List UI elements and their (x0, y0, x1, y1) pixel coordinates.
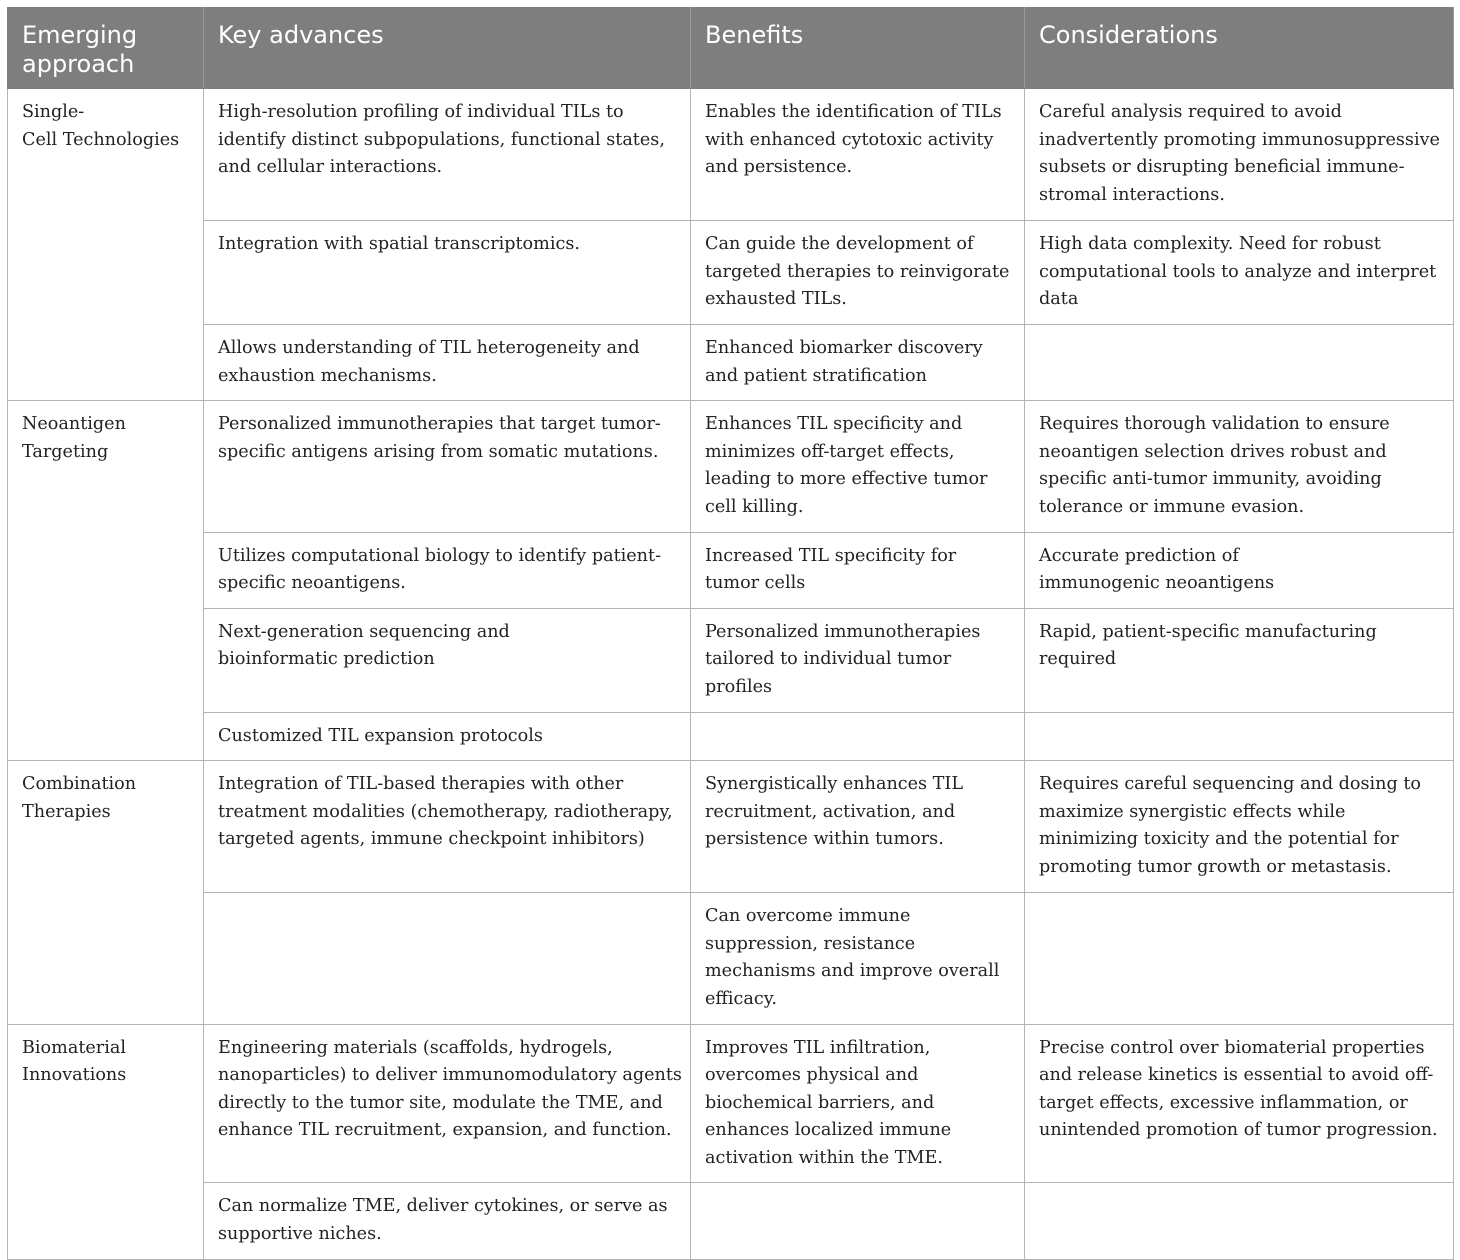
header-benefits: Benefits (691, 8, 1025, 89)
consideration-cell (1025, 1183, 1454, 1259)
table-row (8, 89, 1454, 221)
key-advance-cell: Can normalize TME, deliver cytokines, or serve as supportive niches. (204, 1183, 691, 1259)
approach-cell: Single- Cell Technologies (8, 89, 204, 401)
table-body (8, 89, 1454, 1260)
benefit-cell: Enhances TIL specificity and minimizes off-target effects, leading to more effective tumor cell killing. (691, 401, 1025, 532)
key-advance-cell: Customized TIL expansion protocols (204, 712, 691, 761)
key-advance-cell: Engineering materials (scaffolds, hydrogels, nanoparticles) to deliver immunomodulatory agents directly to the tumor site, modulate the TME, and enhance TIL recruitment, expansion, and function. (204, 1024, 691, 1183)
header-key-advances: Key advances (204, 8, 691, 89)
header-emerging-approach: Emerging approach (8, 8, 204, 89)
consideration-cell: Requires thorough validation to ensure neoantigen selection drives robust and specific anti-tumor immunity, avoiding tolerance or immune evasion. (1025, 401, 1454, 532)
key-advance-cell: Next-generation sequencing and bioinformatic prediction (204, 608, 691, 712)
consideration-cell (1025, 712, 1454, 761)
benefit-cell: Enhanced biomarker discovery and patient stratification (691, 325, 1025, 401)
header-row (8, 8, 1454, 89)
approach-cell: Biomaterial Innovations (8, 1024, 204, 1259)
key-advance-cell: Integration with spatial transcriptomics. (204, 221, 691, 325)
consideration-cell: Requires careful sequencing and dosing to maximize synergistic effects while minimizing toxicity and the potential for promoting tumor growth or metastasis. (1025, 761, 1454, 893)
key-advance-cell: Integration of TIL-based therapies with other treatment modalities (chemotherapy, radiotherapy, targeted agents, immune checkpoint inhibitors) (204, 761, 691, 893)
consideration-cell (1025, 325, 1454, 401)
table-row (8, 893, 1454, 1024)
benefit-cell: Improves TIL infiltration, overcomes physical and biochemical barriers, and enhances localized immune activation within the TME. (691, 1024, 1025, 1183)
table-row (8, 761, 1454, 893)
benefit-cell: Personalized immunotherapies tailored to individual tumor profiles (691, 608, 1025, 712)
key-advance-cell (204, 893, 691, 1024)
benefit-cell: Synergistically enhances TIL recruitment, activation, and persistence within tumors. (691, 761, 1025, 893)
benefit-cell: Enables the identification of TILs with enhanced cytotoxic activity and persistence. (691, 89, 1025, 221)
key-advance-cell: Allows understanding of TIL heterogeneity and exhaustion mechanisms. (204, 325, 691, 401)
consideration-cell: High data complexity. Need for robust computational tools to analyze and interpret data (1025, 221, 1454, 325)
benefit-cell (691, 1183, 1025, 1259)
table-row (8, 532, 1454, 608)
consideration-cell (1025, 893, 1454, 1024)
table-row (8, 401, 1454, 532)
benefit-cell: Can overcome immune suppression, resistance mechanisms and improve overall efficacy. (691, 893, 1025, 1024)
benefit-cell: Can guide the development of targeted therapies to reinvigorate exhausted TILs. (691, 221, 1025, 325)
table-row (8, 1024, 1454, 1183)
consideration-cell: Accurate prediction of immunogenic neoantigens (1025, 532, 1454, 608)
consideration-cell: Precise control over biomaterial properties and release kinetics is essential to avoid off-target effects, excessive inflammation, or unintended promotion of tumor progression. (1025, 1024, 1454, 1183)
key-advance-cell: Personalized immunotherapies that target tumor-specific antigens arising from somatic mutations. (204, 401, 691, 532)
table-row (8, 1183, 1454, 1259)
key-advance-cell: Utilizes computational biology to identify patient-specific neoantigens. (204, 532, 691, 608)
benefit-cell: Increased TIL specificity for tumor cells (691, 532, 1025, 608)
benefit-cell (691, 712, 1025, 761)
consideration-cell: Careful analysis required to avoid inadvertently promoting immunosuppressive subsets or disrupting beneficial immune- stromal interactions. (1025, 89, 1454, 221)
approach-cell: Neoantigen Targeting (8, 401, 204, 761)
table-row (8, 608, 1454, 712)
header-considerations: Considerations (1025, 8, 1454, 89)
key-advance-cell: High-resolution profiling of individual TILs to identify distinct subpopulations, functional states, and cellular interactions. (204, 89, 691, 221)
table-row (8, 221, 1454, 325)
table-row (8, 712, 1454, 761)
consideration-cell: Rapid, patient-specific manufacturing required (1025, 608, 1454, 712)
table-row (8, 325, 1454, 401)
data-table (7, 7, 1454, 1260)
approach-cell: Combination Therapies (8, 761, 204, 1024)
